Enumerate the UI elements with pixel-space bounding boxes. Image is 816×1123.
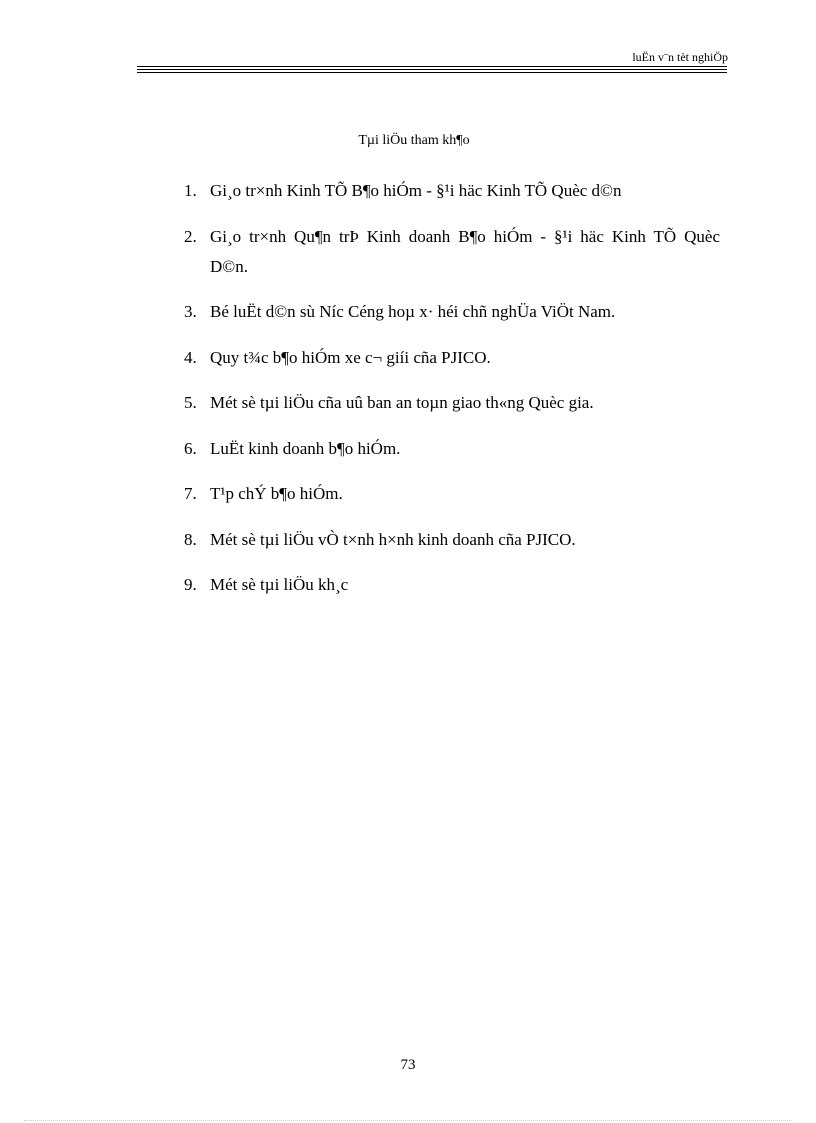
list-item xyxy=(184,434,720,464)
list-item-number: 9. xyxy=(184,575,197,594)
list-item xyxy=(184,479,720,509)
header-rule-middle xyxy=(137,69,727,70)
header-rule-top xyxy=(137,66,727,67)
page-bottom-divider xyxy=(24,1120,792,1121)
list-item-text: Mét sè tµi liÖu vÒ t×nh h×nh kinh doanh cña PJICO. xyxy=(210,529,576,549)
list-item-number: 6. xyxy=(184,438,197,458)
list-item-number: 1. xyxy=(184,181,197,200)
list-item-number: 2. xyxy=(184,226,197,246)
list-item-number: 7. xyxy=(184,484,197,503)
list-item xyxy=(184,222,720,282)
list-item-text: Mét sè tµi liÖu kh¸c xyxy=(210,575,349,594)
list-item-text: Bé luËt d©n sù Níc Céng hoµ x· héi chñ nghÜa ViÖt Nam. xyxy=(210,302,616,321)
list-item-number: 8. xyxy=(184,529,197,549)
list-item-text: T¹p chÝ b¶o hiÓm. xyxy=(210,484,343,503)
list-item xyxy=(184,525,720,555)
list-item-text: Mét sè tµi liÖu cña uû ban an toµn giao th«ng Quèc gia. xyxy=(210,393,594,412)
running-header: luËn v¨n tèt nghiÖp xyxy=(632,50,728,64)
list-item xyxy=(184,297,720,327)
list-item-text: Gi¸o tr×nh Qu¶n trÞ Kinh doanh B¶o hiÓm - §¹i häc Kinh TÕ Quèc D©n. xyxy=(210,226,720,276)
list-item-number: 4. xyxy=(184,347,197,367)
list-item xyxy=(184,388,720,418)
list-item-text: LuËt kinh doanh b¶o hiÓm. xyxy=(210,438,401,458)
list-item-number: 3. xyxy=(184,302,197,321)
list-item-text: Quy t¾c b¶o hiÓm xe c¬ giíi cña PJICO. xyxy=(210,347,491,367)
section-title: Tµi liÖu tham kh¶o xyxy=(358,133,470,148)
page-number: 73 xyxy=(400,1057,416,1073)
list-item xyxy=(184,343,720,373)
list-item xyxy=(184,176,720,206)
reference-list xyxy=(184,176,720,616)
list-item-text: Gi¸o tr×nh Kinh TÕ B¶o hiÓm - §¹i häc Kinh TÕ Quèc d©n xyxy=(210,181,622,200)
list-item-number: 5. xyxy=(184,393,197,412)
list-item xyxy=(184,570,720,600)
header-rule-bottom xyxy=(137,72,727,73)
